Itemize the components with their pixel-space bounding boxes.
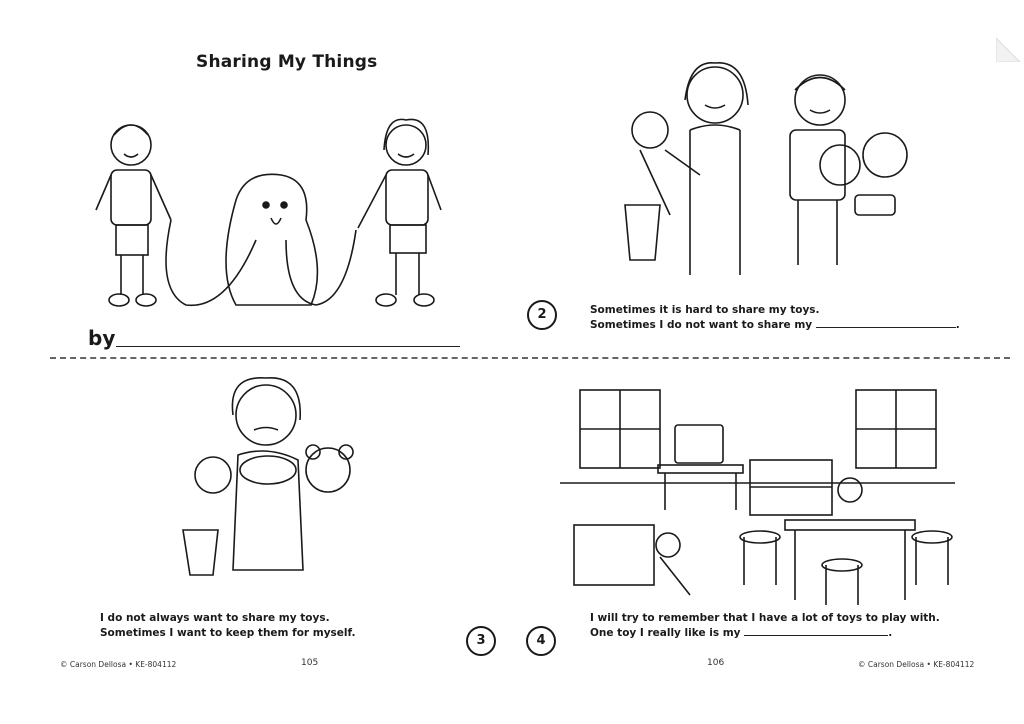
page2-line2: Sometimes I do not want to share my (590, 319, 813, 331)
footer-copyright-left: © Carson Dellosa • KE-804112 (60, 660, 177, 669)
page4-line2: One toy I really like is my (590, 627, 741, 639)
dog-figure (226, 174, 317, 305)
page4-line1: I will try to remember that I have a lot of toys to play with. (590, 612, 940, 624)
page4-text (590, 611, 940, 641)
page4-fill-blank[interactable] (744, 635, 888, 636)
page4-illustration (560, 385, 955, 610)
page3-text (100, 611, 356, 641)
page2-fill-blank[interactable] (816, 327, 956, 328)
author-name-line[interactable] (116, 346, 460, 347)
author-label: by (88, 326, 116, 350)
footer-page-right: 106 (707, 658, 725, 668)
page2-number: 2 (527, 300, 557, 330)
book-title: Sharing My Things (196, 52, 378, 72)
boy-figure (96, 125, 171, 306)
page4-line2-end: . (888, 627, 893, 639)
page4-number: 4 (526, 626, 556, 656)
page2-line2-wrap (590, 318, 960, 333)
page3-illustration (178, 370, 358, 595)
girl-figure (358, 119, 441, 306)
page3-line1: I do not always want to share my toys. (100, 612, 330, 624)
page-fold-icon (996, 34, 1024, 62)
page2-line2-end: . (955, 319, 960, 331)
page2-text (590, 303, 960, 333)
footer-page-left: 105 (301, 658, 319, 668)
page2-illustration (610, 55, 920, 285)
cut-line (50, 357, 1010, 359)
page4-line2-wrap (590, 626, 940, 641)
page3-number: 3 (466, 626, 496, 656)
page3-line2: Sometimes I want to keep them for myself. (100, 627, 356, 639)
cover-illustration (86, 110, 456, 325)
footer-copyright-right: © Carson Dellosa • KE-804112 (858, 660, 975, 669)
page2-line1: Sometimes it is hard to share my toys. (590, 304, 820, 316)
